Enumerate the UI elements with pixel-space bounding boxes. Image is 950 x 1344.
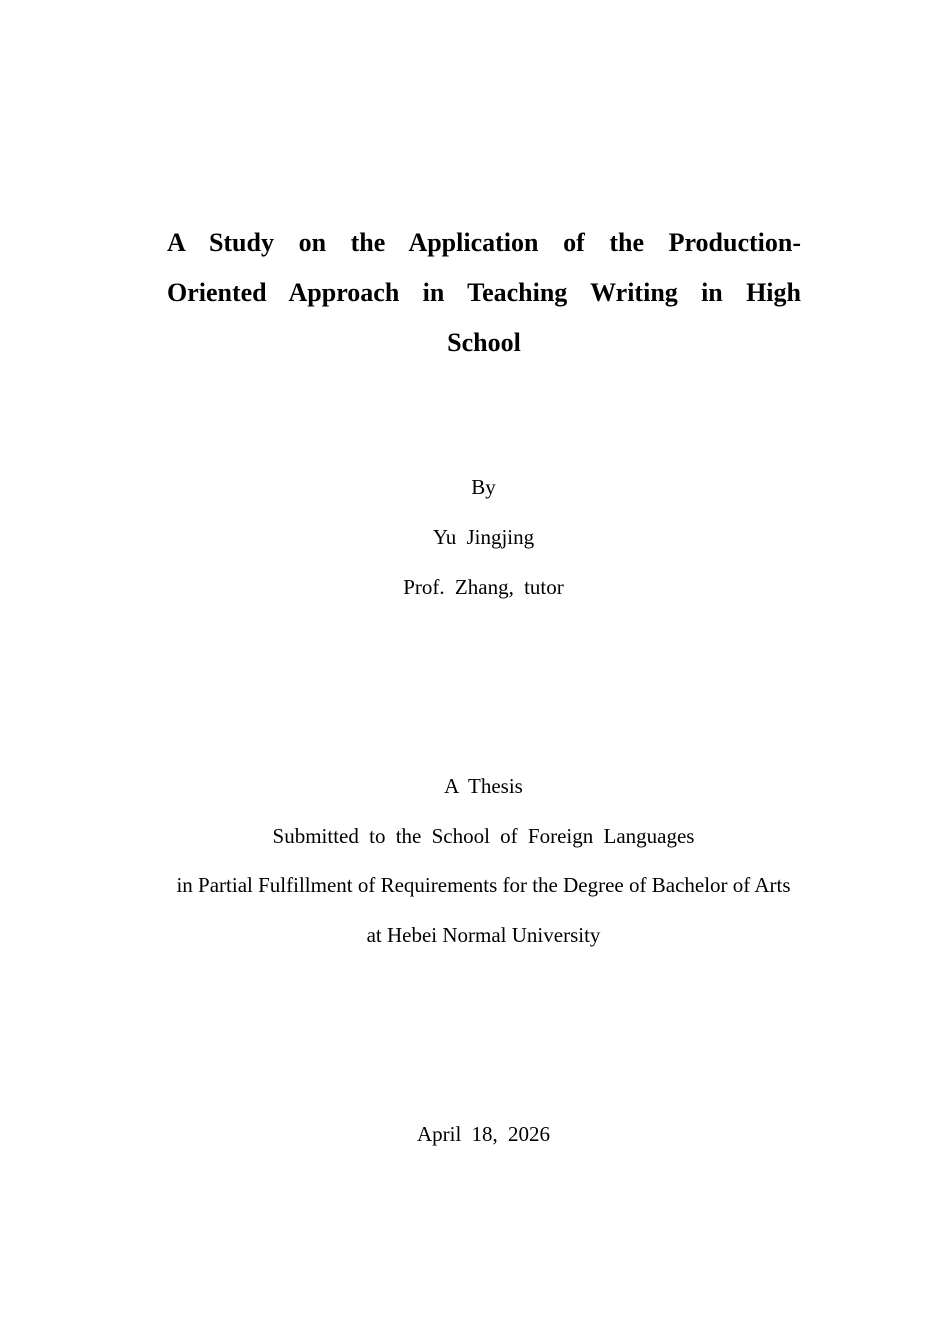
degree-fulfillment: in Partial Fulfillment of Requirements for the Degree of Bachelor of Arts bbox=[176, 873, 791, 897]
submission-date: April 18, 2026 bbox=[416, 1122, 551, 1146]
title-line-2: Oriented Approach in Teaching Writing in High bbox=[167, 278, 801, 307]
title-line-1: A Study on the Application of the Production- bbox=[167, 228, 801, 257]
thesis-title bbox=[167, 218, 801, 368]
submitted-to: Submitted to the School of Foreign Languages bbox=[272, 824, 695, 848]
thesis-label: A Thesis bbox=[444, 774, 523, 798]
author-name: Yu Jingjing bbox=[432, 525, 535, 549]
tutor-name: Prof. Zhang, tutor bbox=[403, 575, 564, 599]
institution: at Hebei Normal University bbox=[366, 923, 601, 947]
title-line-3: School bbox=[447, 328, 521, 357]
by-label: By bbox=[471, 475, 496, 499]
